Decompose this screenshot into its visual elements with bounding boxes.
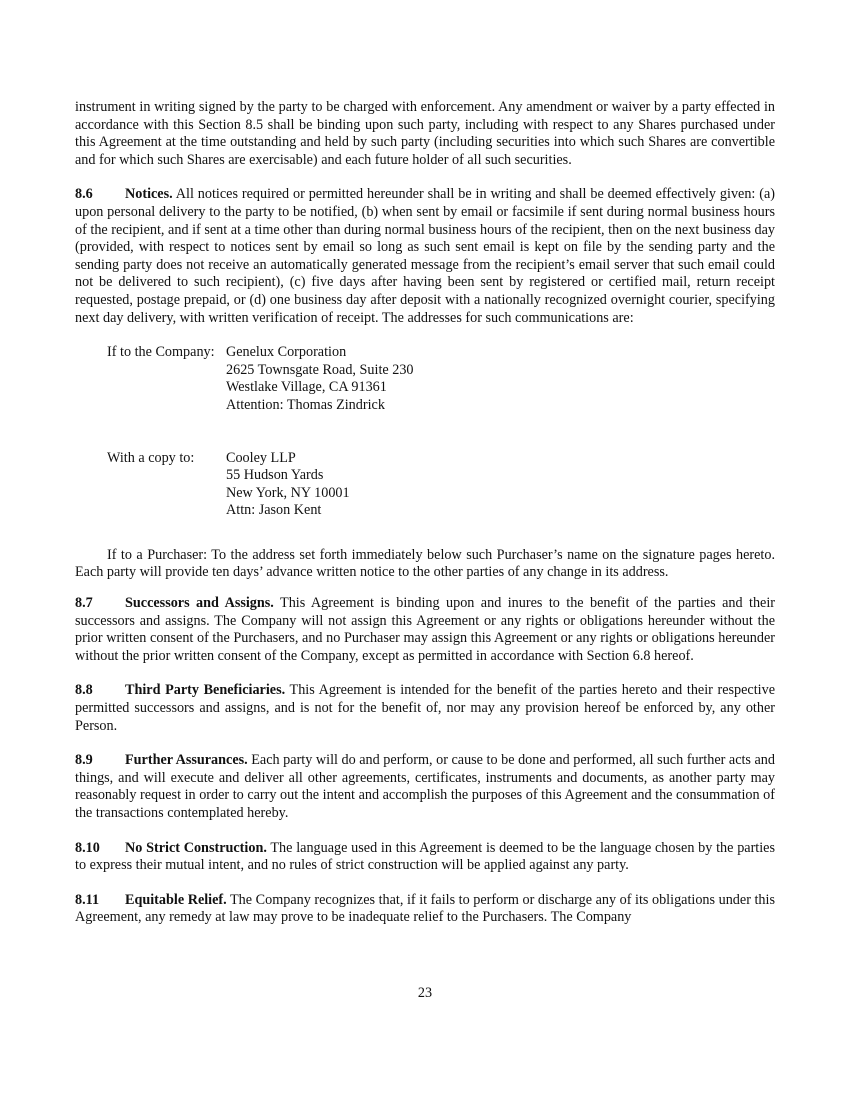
address-line: 55 Hudson Yards (226, 467, 324, 484)
company-address-label: If to the Company: (107, 344, 215, 361)
address-line: Cooley LLP (226, 449, 296, 466)
section-title: Third Party Beneficiaries. (125, 682, 286, 699)
section-title: Equitable Relief. (125, 891, 227, 908)
address-line: Westlake Village, CA 91361 (226, 379, 387, 396)
section-number: 8.9 (75, 752, 93, 769)
address-line: 2625 Townsgate Road, Suite 230 (226, 361, 414, 378)
copy-address-label: With a copy to: (107, 449, 195, 466)
address-line: Genelux Corporation (226, 344, 347, 361)
section-body: The Company recognizes that, if it fails to perform or discharge any of its obligations under this Agreement, any remedy at law may prove to be inadequate relief to the Purchasers. The Company (75, 891, 775, 926)
company-address-block (107, 344, 775, 414)
section-number: 8.8 (75, 682, 93, 699)
section-title: Further Assurances. (125, 752, 248, 769)
section-body: The language used in this Agreement is deemed to be the language chosen by the parties to express their mutual intent, and no rules of strict construction will be applied against any party. (75, 839, 776, 874)
section-number: 8.7 (75, 595, 93, 612)
company-address-lines (226, 344, 414, 414)
section-number: 8.6 (75, 186, 93, 203)
section-title: Notices. (125, 186, 173, 203)
section-body: This Agreement is binding upon and inures to the benefit of the parties and their successors and assigns. The Company will not assign this Agreement or any rights or obligations hereunder without the prior written consent of the Purchasers, and no Purchaser may assign this Agreement or any rights or obligations hereunder without the prior written consent of the Company, except as permitted in accordance with Section 6.8 hereof. (75, 595, 775, 664)
address-line: Attention: Thomas Zindrick (226, 396, 385, 413)
section-body: This Agreement is intended for the benefit of the parties hereto and their respective permitted successors and assigns, and is not for the benefit of, nor may any provision hereof be enforced by, any other Person. (75, 682, 776, 734)
section-title: No Strict Construction. (125, 839, 267, 856)
page-number: 23 (417, 985, 433, 1001)
section-8-10 (75, 840, 775, 875)
section-8-9 (75, 752, 775, 822)
intro-paragraph: instrument in writing signed by the party to be charged with enforcement. Any amendment or waiver by a party effected in accordance with this Section 8.5 shall be binding upon such party, including with respect to any Shares purchased under this Agreement at the time outstanding and held by such party (including securities into which such Shares are convertible and for which such Shares are exercisable) and each future holder of all such securities. (75, 99, 775, 168)
section-8-6 (75, 186, 775, 327)
copy-address-block (107, 450, 775, 520)
page-content (75, 99, 775, 927)
purchaser-address-paragraph: If to a Purchaser: To the address set forth immediately below such Purchaser’s name on the signature pages hereto. Each party will provide ten days’ advance written notice to the other parties of any change in its address. (75, 546, 775, 581)
address-line: Attn: Jason Kent (226, 502, 322, 519)
section-body: All notices required or permitted hereunder shall be in writing and shall be deemed effectively given: (a) upon personal delivery to the party to be notified, (b) when sent by email or facsimile if sent during normal business hours of the recipient, and if sent at a time other than during normal business hours of the recipient, then on the next business day (provided, with respect to notices sent by email so long as such sent email is kept on file by the sending party and the sending party does not receive an automatically generated message from the recipient’s email server that such email could not be delivered to such recipient), (c) five days after having been sent by registered or certified mail, return receipt requested, postage prepaid, or (d) one business day after deposit with a nationally recognized overnight courier, specifying next day delivery, with written verification of receipt. The addresses for such communications are: (75, 186, 776, 326)
section-number: 8.10 (75, 839, 100, 856)
section-8-7 (75, 595, 775, 665)
section-title: Successors and Assigns. (125, 595, 274, 612)
section-8-8 (75, 682, 775, 735)
section-body: Each party will do and perform, or cause to be done and performed, all such further acts and things, and will execute and deliver all other agreements, certificates, instruments and documents, as another party may reasonably request in order to carry out the intent and accomplish the purposes of this Agreement and the consummation of the transactions contemplated hereby. (75, 752, 775, 821)
address-line: New York, NY 10001 (226, 484, 350, 501)
copy-address-lines (226, 450, 350, 520)
section-number: 8.11 (75, 891, 100, 908)
section-8-11 (75, 892, 775, 927)
